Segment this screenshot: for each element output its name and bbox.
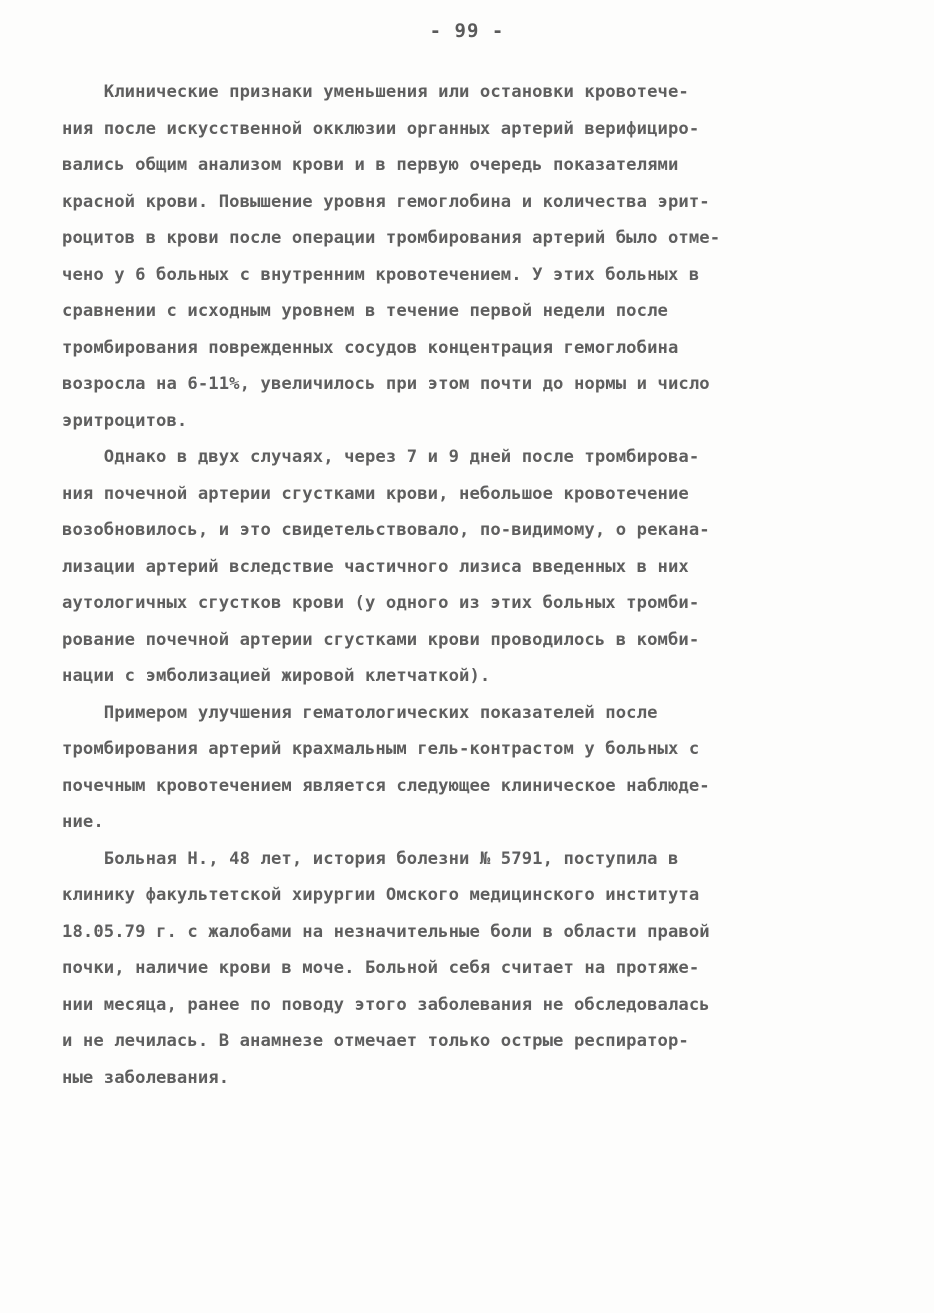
text-line: Больная Н., 48 лет, история болезни № 5791, поступила в bbox=[62, 848, 679, 869]
paragraph bbox=[62, 74, 872, 439]
text-line: красной крови. Повышение уровня гемоглобина и количества эрит- bbox=[62, 191, 710, 212]
text-line: аутологичных сгустков крови (у одного из этих больных тромби- bbox=[62, 593, 700, 613]
text-line: сравнении с исходным уровнем в течение первой недели после bbox=[62, 301, 668, 321]
text-line: ние. bbox=[62, 812, 104, 832]
text-line: возобновилось, и это свидетельствовало, по-видимому, о рекана- bbox=[62, 520, 710, 540]
text-line: эритроцитов. bbox=[62, 410, 188, 431]
text-line: клинику факультетской хирургии Омского медицинского института bbox=[62, 885, 700, 905]
text-line: ния почечной артерии сгустками крови, небольшое кровотечение bbox=[62, 483, 689, 504]
text-line: почечным кровотечением является следующее клиническое наблюде- bbox=[62, 775, 710, 796]
text-line: почки, наличие крови в моче. Больной себя считает на протяже- bbox=[62, 958, 700, 978]
paragraph bbox=[62, 841, 872, 1097]
text-line: вались общим анализом крови и в первую очередь показателями bbox=[62, 155, 679, 175]
text-line: лизации артерий вследствие частичного лизиса введенных в них bbox=[62, 556, 689, 577]
text-line: тромбирования артерий крахмальным гель-контрастом у больных с bbox=[62, 739, 700, 759]
text-line: Однако в двух случаях, через 7 и 9 дней после тромбирова- bbox=[62, 447, 700, 467]
paragraph bbox=[62, 439, 872, 695]
text-line: ные заболевания. bbox=[62, 1067, 230, 1088]
text-line: чено у 6 больных с внутренним кровотечением. У этих больных в bbox=[62, 264, 700, 285]
text-line: ния после искусственной окклюзии органных артерий верифициро- bbox=[62, 118, 700, 139]
text-line: и не лечилась. В анамнезе отмечает только острые респиратор- bbox=[62, 1031, 689, 1051]
page-number: - 99 - bbox=[429, 20, 505, 42]
text-line: Примером улучшения гематологических показателей после bbox=[62, 702, 658, 723]
text-line: нии месяца, ранее по поводу этого заболевания не обследовалась bbox=[62, 994, 710, 1015]
text-line: возросла на 6-11%, увеличилось при этом почти до нормы и число bbox=[62, 374, 710, 394]
document-body bbox=[62, 74, 872, 1096]
text-line: Клинические признаки уменьшения или остановки кровотече- bbox=[62, 82, 689, 102]
text-line: 18.05.79 г. с жалобами на незначительные боли в области правой bbox=[62, 921, 710, 942]
paragraph bbox=[62, 695, 872, 841]
text-line: нации с эмболизацией жировой клетчаткой). bbox=[62, 666, 491, 686]
text-line: роцитов в крови после операции тромбирования артерий было отме- bbox=[62, 228, 721, 248]
text-line: рование почечной артерии сгустками крови проводилось в комби- bbox=[62, 629, 700, 650]
text-line: тромбирования поврежденных сосудов концентрация гемоглобина bbox=[62, 337, 679, 358]
